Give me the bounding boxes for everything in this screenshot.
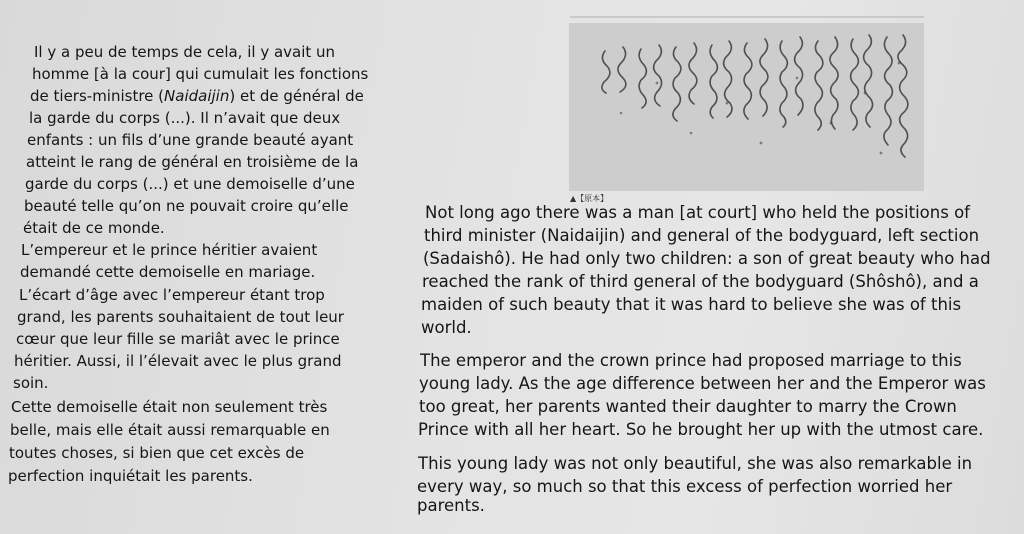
english-line: third minister (Naidaijin) and general of the bodyguard, left section	[424, 226, 980, 245]
english-line: Prince with all her heart. So he brought her up with the utmost care.	[418, 420, 984, 439]
english-line: every way, so much so that this excess of perfection worried her	[417, 477, 953, 496]
french-line: homme [à la cour] qui cumulait les fonctions	[32, 65, 369, 83]
french-line: la garde du corps (...). Il n’avait que deux	[29, 109, 341, 127]
french-line: était de ce monde.	[23, 219, 165, 237]
english-line: (Sadaishô). He had only two children: a son of great beauty who had	[423, 249, 991, 268]
french-line: perfection inquiétait les parents.	[8, 467, 253, 485]
english-line: parents.	[417, 496, 485, 515]
english-line: Not long ago there was a man [at court] who held the positions of	[425, 203, 970, 222]
french-line: toutes choses, si bien que cet excès de	[9, 444, 305, 462]
french-line: héritier. Aussi, il l’élevait avec le plus grand	[14, 352, 342, 370]
french-line: atteint le rang de général en troisième de la	[26, 153, 359, 171]
english-line: world.	[421, 318, 472, 337]
english-line: too great, her parents wanted their daughter to marry the Crown	[419, 397, 957, 416]
english-line: maiden of such beauty that it was hard to believe she was of this	[421, 295, 962, 314]
french-line: garde du corps (...) et une demoiselle d’une	[25, 175, 355, 193]
english-line: young lady. As the age difference between her and the Emperor was	[419, 374, 986, 393]
french-line: cœur que leur fille se mariât avec le prince	[16, 330, 340, 348]
french-line: soin.	[13, 374, 49, 392]
english-line: reached the rank of third general of the bodyguard (Shôshô), and a	[422, 272, 979, 291]
french-line: Cette demoiselle était non seulement très	[11, 398, 328, 416]
french-line: demandé cette demoiselle en mariage.	[20, 263, 316, 281]
french-line: belle, mais elle était aussi remarquable en	[10, 421, 330, 439]
english-line: This young lady was not only beautiful, she was also remarkable in	[418, 454, 973, 473]
image-caption: ▲【原本】	[570, 194, 609, 203]
french-line: beauté telle qu’on ne pouvait croire qu’elle	[24, 197, 349, 215]
french-line: grand, les parents souhaitaient de tout leur	[17, 308, 344, 326]
english-line: The emperor and the crown prince had proposed marriage to this	[420, 351, 962, 370]
french-line: L’empereur et le prince héritier avaient	[21, 241, 318, 259]
naidaijin-term: Naidaijin	[164, 87, 230, 105]
french-line: de tiers-ministre (Naidaijin) et de général de	[30, 87, 364, 105]
french-line: enfants : un fils d’une grande beauté ayant	[27, 131, 354, 149]
french-line: L’écart d’âge avec l’empereur étant trop	[19, 286, 325, 304]
french-line: Il y a peu de temps de cela, il y avait un	[34, 43, 336, 61]
